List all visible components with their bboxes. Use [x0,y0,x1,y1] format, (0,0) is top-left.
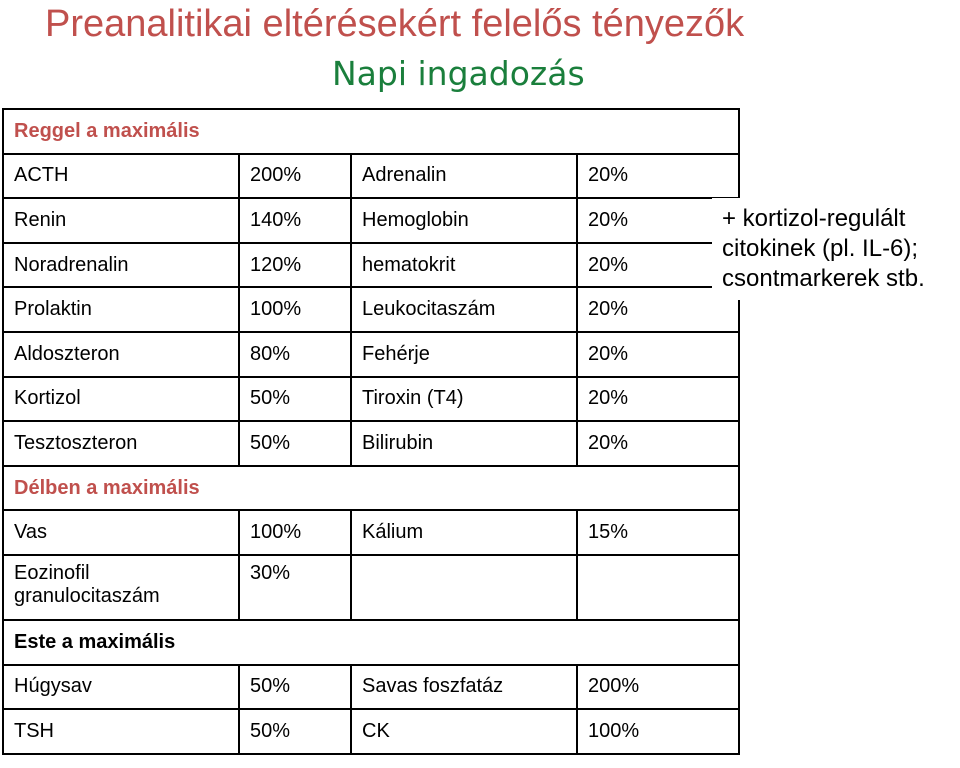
side-note-line: + kortizol-regulált [722,205,906,232]
parameter-cell: Renin [3,198,239,243]
diurnal-variation-table [2,108,740,755]
table-row [3,665,739,710]
variation-cell: 50% [239,377,351,422]
parameter-cell: Vas [3,510,239,555]
side-note [712,198,960,300]
variation-cell: 200% [239,154,351,199]
variation-cell: 200% [577,665,739,710]
parameter-cell: Fehérje [351,332,577,377]
section-heading-noon: Délben a maximális [3,466,739,511]
parameter-cell: Tesztoszteron [3,421,239,466]
table-row [3,421,739,466]
table-row [3,198,739,243]
variation-cell: 20% [577,287,739,332]
variation-cell: 140% [239,198,351,243]
variation-cell: 20% [577,332,739,377]
variation-cell: 30% [239,555,351,620]
variation-cell [577,555,739,620]
parameter-cell: Noradrenalin [3,243,239,288]
parameter-cell: TSH [3,709,239,754]
variation-cell: 50% [239,709,351,754]
variation-cell: 80% [239,332,351,377]
table-row [3,154,739,199]
side-note-line: csontmarkerek stb. [722,265,925,292]
table-row [3,555,739,620]
variation-cell: 100% [239,510,351,555]
parameter-cell: Adrenalin [351,154,577,199]
variation-cell: 50% [239,665,351,710]
variation-cell: 15% [577,510,739,555]
parameter-cell: Eozinofil granulocitaszám [3,555,239,620]
table-row [3,709,739,754]
parameter-cell: hematokrit [351,243,577,288]
table-row [3,510,739,555]
variation-cell: 100% [239,287,351,332]
table-row [3,243,739,288]
parameter-cell: Hemoglobin [351,198,577,243]
slide-title: Preanalitikai eltérésekért felelős tényezők [45,3,745,45]
section-heading-evening: Este a maximális [3,620,739,665]
parameter-cell: Leukocitaszám [351,287,577,332]
variation-cell: 20% [577,154,739,199]
parameter-cell: Savas foszfatáz [351,665,577,710]
parameter-cell: Prolaktin [3,287,239,332]
parameter-cell: Aldoszteron [3,332,239,377]
table-row [3,377,739,422]
section-header-row [3,109,739,154]
variation-cell: 20% [577,421,739,466]
parameter-cell [351,555,577,620]
parameter-cell: Kortizol [3,377,239,422]
variation-cell: 20% [577,377,739,422]
section-heading-morning: Reggel a maximális [3,109,739,154]
parameter-cell: Kálium [351,510,577,555]
table-row [3,287,739,332]
table-row [3,332,739,377]
variation-cell: 100% [577,709,739,754]
parameter-cell: Húgysav [3,665,239,710]
variation-cell: 120% [239,243,351,288]
parameter-cell: Bilirubin [351,421,577,466]
parameter-cell: ACTH [3,154,239,199]
variation-cell: 20% [577,243,739,288]
variation-cell: 20% [577,198,739,243]
section-header-row [3,620,739,665]
parameter-cell: CK [351,709,577,754]
variation-cell: 50% [239,421,351,466]
parameter-cell: Tiroxin (T4) [351,377,577,422]
slide-subtitle: Napi ingadozás [332,54,585,93]
side-note-line: citokinek (pl. IL-6); [722,235,919,262]
section-header-row [3,466,739,511]
